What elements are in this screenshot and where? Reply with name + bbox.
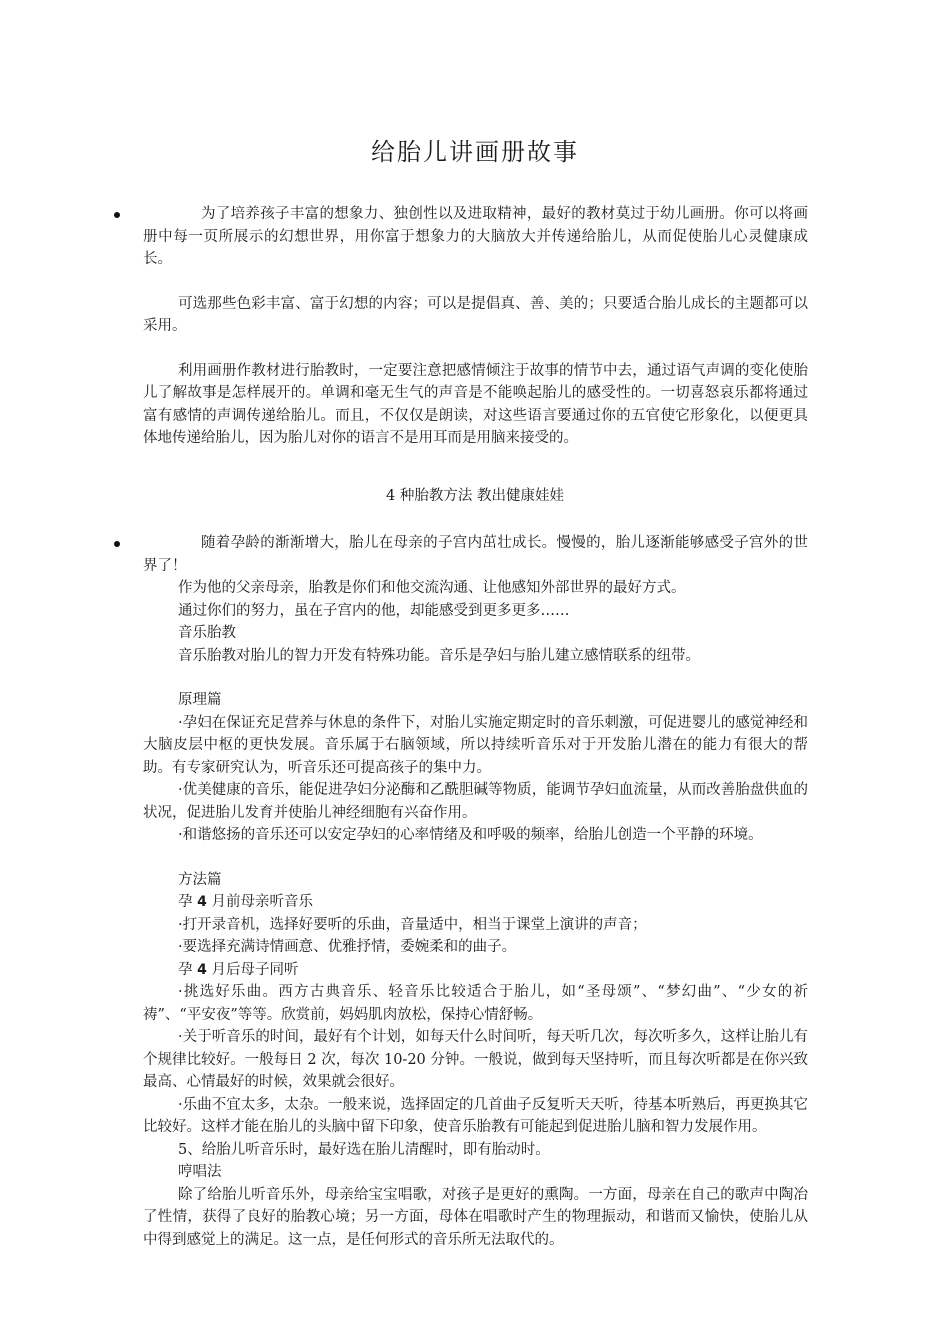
paragraph: 音乐胎教对胎儿的智力开发有特殊功能。音乐是孕妇与胎儿建立感情联系的纽带。	[178, 647, 700, 664]
subheading-text: 孕	[178, 961, 198, 978]
list-item: ·要选择充满诗情画意、优雅抒情，委婉柔和的曲子。	[178, 939, 517, 955]
section-heading: 4 种胎教方法 教出健康娃娃	[386, 488, 564, 504]
subheading	[143, 959, 808, 982]
page-title: 给胎儿讲画册故事	[371, 138, 579, 166]
list-item: 5、给胎儿听音乐时，最好选在胎儿清醒时，即有胎动时。	[178, 1141, 550, 1158]
list-item: ·打开录音机，选择好要听的乐曲，音量适中，相当于课堂上演讲的声音；	[178, 916, 647, 933]
section-picture-book	[143, 203, 808, 450]
paragraph: 为了培养孩子丰富的想象力、独创性以及进取精神，最好的教材莫过于幼儿画册。你可以将画册中每一页所展示的幻想世界，用你富于想象力的大脑放大并传递给胎儿，从而促使胎儿心灵健康成长。	[143, 206, 808, 267]
list-item: ·关于听音乐的时间，最好有个计划，如每天什么时间听，每天听几次，每次听多久，这样让胎儿有个规律比较好。一般每日 2 次，每次 10-20 分钟。一般说，做到每天坚持听，而且每次听都是在你兴致最高、心情最好的时候，效果就会很好。	[143, 1029, 808, 1090]
subheading: 哼唱法	[178, 1164, 222, 1180]
subheading-number: 4	[197, 894, 207, 910]
subheading-text: 月前母亲听音乐	[206, 894, 313, 910]
subheading	[143, 891, 808, 914]
paragraph: 可选那些色彩丰富、富于幻想的内容；可以是提倡真、善、美的；只要适合胎儿成长的主题都可以采用。	[143, 295, 808, 334]
paragraph: 利用画册作教材进行胎教时，一定要注意把感情倾注于故事的情节中去，通过语气声调的变化使胎儿了解故事是怎样展开的。单调和毫无生气的声音是不能唤起胎儿的感受性的。一切喜怒哀乐都将通过富有感情的声调传递给胎儿。而且，不仅仅是朗读，对这些语言要通过你的五官使它形象化，以便更具体地传递给胎儿，因为胎儿对你的语言不是用耳而是用脑来接受的。	[143, 362, 808, 446]
subheading-number: 4	[197, 961, 207, 978]
subheading-text: 月后母子同听	[206, 961, 299, 978]
paragraph: 作为他的父亲母亲，胎教是你们和他交流沟通、让他感知外部世界的最好方式。	[178, 580, 686, 596]
subheading-text: 孕	[178, 894, 198, 910]
subheading: 音乐胎教	[178, 625, 236, 641]
subheading: 方法篇	[178, 871, 222, 888]
list-item: ·优美健康的音乐，能促进孕妇分泌酶和乙酰胆碱等物质，能调节孕妇血流量，从而改善胎盘供血的状况，促进胎儿发育并使胎儿神经细胞有兴奋作用。	[143, 782, 808, 821]
bullet-icon	[114, 541, 120, 547]
section-four-methods	[143, 532, 808, 1251]
list-item: ·和谐悠扬的音乐还可以安定孕妇的心率情绪及和呼吸的频率，给胎儿创造一个平静的环境。	[178, 827, 763, 843]
paragraph: 随着孕龄的渐渐增大，胎儿在母亲的子宫内茁壮成长。慢慢的，胎儿逐渐能够感受子宫外的世界了！	[143, 535, 808, 574]
paragraph: 除了给胎儿听音乐外，母亲给宝宝唱歌，对孩子是更好的熏陶。一方面，母亲在自己的歌声中陶冶了性情，获得了良好的胎教心境；另一方面，母体在唱歌时产生的物理振动，和谐而又愉快，使胎儿从中得到感觉上的满足。这一点，是任何形式的音乐所无法取代的。	[143, 1186, 808, 1248]
paragraph: 通过你们的努力，虽在子宫内的他，却能感受到更多更多……	[178, 602, 570, 619]
list-item: ·挑选好乐曲。西方古典音乐、轻音乐比较适合于胎儿，如“圣母颂”、“梦幻曲”、“少女的祈祷”、“平安夜”等等。欣赏前，妈妈肌肉放松，保持心情舒畅。	[143, 984, 808, 1023]
bullet-icon	[114, 212, 120, 218]
subheading: 原理篇	[178, 692, 222, 708]
list-item: ·乐曲不宜太多，太杂。一般来说，选择固定的几首曲子反复听天天听，待基本听熟后，再更换其它比较好。这样才能在胎儿的头脑中留下印象，使音乐胎教有可能起到促进胎儿脑和智力发展作用。	[143, 1096, 808, 1135]
list-item: ·孕妇在保证充足营养与休息的条件下，对胎儿实施定期定时的音乐刺激，可促进婴儿的感觉神经和大脑皮层中枢的更快发展。音乐属于右脑领域，所以持续听音乐对于开发胎儿潜在的能力有很大的帮助。有专家研究认为，听音乐还可提高孩子的集中力。	[143, 714, 808, 776]
